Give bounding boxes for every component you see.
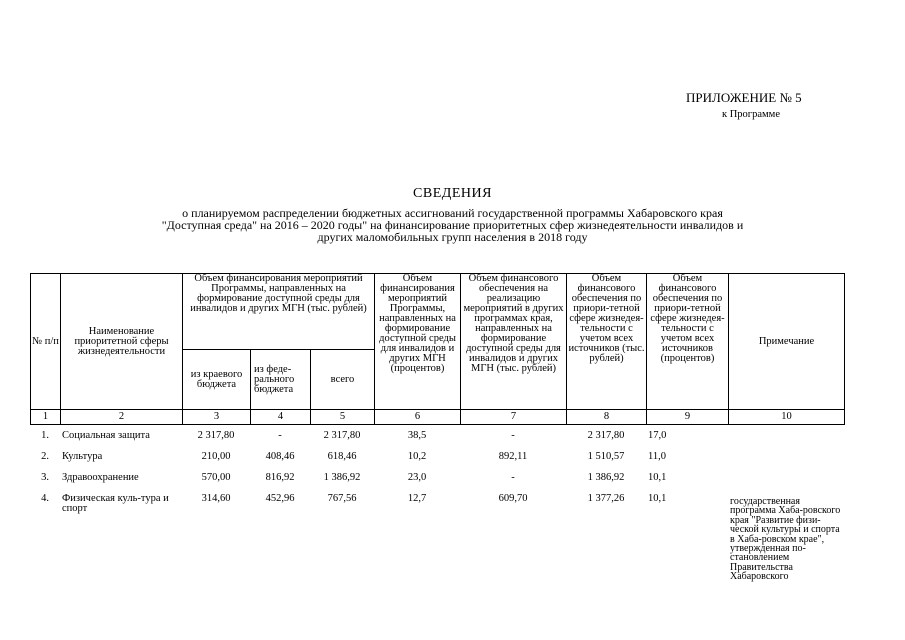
cell-percent: 10,2 <box>407 451 427 462</box>
column-number: 2 <box>61 410 183 425</box>
table-header <box>30 273 845 425</box>
cell-note: государственная программа Хаба-ровского края "Развитие физи-ческой культуры и спорта в Хаба-ровском крае", утвержденная по-становлением Правительства Хабаровского <box>730 496 841 583</box>
header-other-programs: Объем финансового обеспечения на реализацию мероприятий в других программах края, направленных на формирование доступной среды для инвалидов и других МГН (тыс. рублей) <box>461 274 567 410</box>
cell-sphere: Здравоохранение <box>62 472 139 483</box>
cell-percent: 12,7 <box>407 493 427 504</box>
cell-total: 767,56 <box>327 493 357 504</box>
column-number: 1 <box>31 410 61 425</box>
cell-all-sources-percent: 10,1 <box>648 472 667 483</box>
cell-federal: 408,46 <box>265 451 295 462</box>
table-row <box>30 431 844 452</box>
cell-all-sources-percent: 17,0 <box>648 430 667 441</box>
header-group-financing: Объем финансирования мероприятий Программы, направленных на формирование доступной среды для инвалидов и других МГН (тыс. рублей) <box>183 274 375 350</box>
cell-other-programs: 892,11 <box>498 451 528 462</box>
cell-regional: 210,00 <box>201 451 231 462</box>
cell-sphere: Культура <box>62 451 103 462</box>
cell-all-sources: 1 510,57 <box>587 451 625 462</box>
cell-regional: 2 317,80 <box>197 430 235 441</box>
document-title: СВЕДЕНИЯ <box>413 186 492 201</box>
cell-note <box>728 473 844 494</box>
cell-percent: 23,0 <box>407 472 427 483</box>
cell-all-sources-percent: 11,0 <box>648 451 666 462</box>
table-row <box>30 473 844 494</box>
cell-federal: 816,92 <box>265 472 295 483</box>
column-number: 9 <box>647 410 729 425</box>
cell-num: 2. <box>41 451 49 462</box>
cell-total: 1 386,92 <box>323 472 361 483</box>
cell-sphere: Социальная защита <box>62 430 150 441</box>
cell-all-sources: 2 317,80 <box>587 430 625 441</box>
column-number: 7 <box>461 410 567 425</box>
cell-federal: 452,96 <box>265 493 295 504</box>
document-description <box>70 207 835 243</box>
cell-all-sources: 1 377,26 <box>587 493 625 504</box>
cell-regional: 570,00 <box>201 472 231 483</box>
column-number: 10 <box>729 410 845 425</box>
column-number: 8 <box>567 410 647 425</box>
cell-note <box>728 452 844 473</box>
table-row <box>30 452 844 473</box>
column-number: 4 <box>251 410 311 425</box>
cell-sphere: Физическая куль-тура и спорт <box>62 493 169 514</box>
cell-all-sources-percent: 10,1 <box>648 493 667 504</box>
cell-note <box>728 431 844 452</box>
header-financing-percent: Объем финансирования мероприятий Программы, направленных на формирование доступной среды для инвалидов и других МГН (процентов) <box>375 274 461 410</box>
cell-regional: 314,60 <box>201 493 231 504</box>
description-line: других маломобильных групп населения в 2018 году <box>317 230 588 244</box>
column-number: 6 <box>375 410 461 425</box>
header-note: Примечание <box>729 274 845 410</box>
description-line: о планируемом распределении бюджетных ассигнований государственной программы Хабаровского края <box>182 206 723 220</box>
header-federal-budget: из феде-рального бюджета <box>251 350 311 410</box>
appendix-title: ПРИЛОЖЕНИЕ № 5 <box>686 90 802 105</box>
table-row <box>30 494 844 582</box>
cell-percent: 38,5 <box>407 430 427 441</box>
header-sphere: Наименование приоритетной сферы жизнедеятельности <box>61 274 183 410</box>
cell-all-sources: 1 386,92 <box>587 472 625 483</box>
header-all-sources: Объем финансового обеспечения по приори-тетной сфере жизнедея-тельности с учетом всех источников (тыс. рублей) <box>567 274 647 410</box>
appendix-subtitle: к Программе <box>722 109 780 120</box>
cell-num: 4. <box>41 493 49 504</box>
header-num: № п/п <box>31 274 61 410</box>
cell-other-programs: - <box>511 430 515 441</box>
cell-total: 618,46 <box>327 451 357 462</box>
cell-federal: - <box>278 430 282 441</box>
column-number: 3 <box>183 410 251 425</box>
header-total: всего <box>311 350 375 410</box>
cell-num: 1. <box>41 430 49 441</box>
table-body <box>30 431 844 582</box>
cell-num: 3. <box>41 472 49 483</box>
header-all-sources-percent: Объем финансового обеспечения по приори-тетной сфере жизнедея-тельности с учетом всех источников (процентов) <box>647 274 729 410</box>
description-line: "Доступная среда" на 2016 – 2020 годы" на финансирование приоритетных сфер жизнедеятельности инвалидов и <box>161 218 744 232</box>
column-number: 5 <box>311 410 375 425</box>
cell-other-programs: - <box>511 472 515 483</box>
cell-total: 2 317,80 <box>323 430 361 441</box>
cell-other-programs: 609,70 <box>498 493 528 504</box>
header-regional-budget: из краевого бюджета <box>183 350 251 410</box>
